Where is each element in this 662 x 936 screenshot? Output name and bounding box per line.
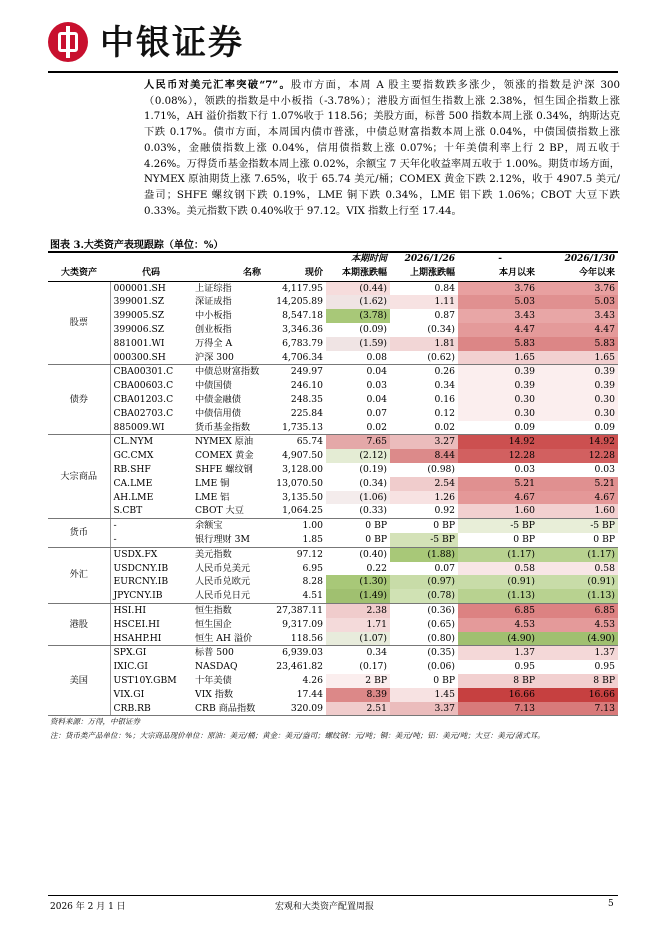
cell-price: 1,064.25 bbox=[264, 504, 326, 518]
cell-prev: (0.78) bbox=[390, 589, 458, 603]
cell-cur: 0 BP bbox=[326, 533, 390, 547]
cell-mtd: 6.85 bbox=[458, 603, 538, 617]
header-cell: 代码 bbox=[110, 267, 192, 281]
cell-prev: (0.97) bbox=[390, 575, 458, 589]
cell-mtd: (0.91) bbox=[458, 575, 538, 589]
cell-cur: 2 BP bbox=[326, 674, 390, 688]
cell-name: 中债金融债 bbox=[195, 393, 241, 405]
footer-date: 2026 年 2 月 1 日 bbox=[50, 902, 126, 912]
footer-divider bbox=[48, 895, 618, 896]
cell-price: 9,317.09 bbox=[282, 618, 323, 630]
cell-ytd: 0.95 bbox=[538, 660, 618, 674]
table-row bbox=[48, 589, 618, 603]
footer-title: 宏观和大类资产配置周报 bbox=[275, 902, 375, 912]
cell-ytd: 0.58 bbox=[538, 562, 618, 576]
cell-ytd: 0.30 bbox=[538, 393, 618, 407]
cell-code: USDX.FX bbox=[110, 547, 192, 561]
page-number: 5 bbox=[608, 899, 614, 909]
cell-price: 13,070.50 bbox=[276, 477, 323, 489]
header-cell: 今年以来 bbox=[538, 267, 618, 281]
cell-mtd: 0.30 bbox=[458, 393, 538, 407]
cell-ytd: 4.53 bbox=[538, 618, 618, 632]
cell-cur: (1.59) bbox=[326, 337, 390, 351]
table-row bbox=[48, 491, 618, 505]
asset-category: 债券 bbox=[48, 365, 110, 435]
cell-mtd: 1.37 bbox=[458, 646, 538, 660]
cell-ytd: 0 BP bbox=[538, 533, 618, 547]
cell-prev: 0.16 bbox=[390, 393, 458, 407]
table-row bbox=[48, 603, 618, 617]
cell-mtd: (1.13) bbox=[458, 589, 538, 603]
cell-name: 人民币兑美元 bbox=[195, 562, 251, 574]
cell-mtd: -5 BP bbox=[458, 519, 538, 533]
cell-price: 6.95 bbox=[302, 562, 323, 574]
cell-prev: 2.54 bbox=[390, 477, 458, 491]
cell-cur: 7.65 bbox=[326, 435, 390, 449]
cell-ytd: (0.91) bbox=[538, 575, 618, 589]
cell-ytd: 0.30 bbox=[538, 407, 618, 421]
cell-cur: (0.17) bbox=[326, 660, 390, 674]
cell-cur: (0.19) bbox=[326, 463, 390, 477]
cell-cur: (1.07) bbox=[326, 632, 390, 646]
cell-cur: 0.22 bbox=[326, 562, 390, 576]
header-cell: 本期时间 bbox=[350, 254, 387, 264]
cell-code: S.CBT bbox=[110, 504, 192, 518]
cell-ytd: (1.13) bbox=[538, 589, 618, 603]
cell-ytd: 5.21 bbox=[538, 477, 618, 491]
cell-price: 320.09 bbox=[264, 702, 326, 716]
header-cell: - bbox=[498, 254, 502, 264]
cell-prev: (1.88) bbox=[390, 547, 458, 561]
header-cell bbox=[110, 253, 192, 267]
cell-name: 人民币兑日元 bbox=[192, 589, 264, 603]
cell-price: 3,128.00 bbox=[282, 463, 323, 475]
table-row bbox=[48, 337, 618, 351]
cell-cur: 1.71 bbox=[326, 618, 390, 632]
cell-cur: (0.09) bbox=[326, 323, 390, 337]
table-title: 图表 3.大类资产表现跟踪（单位：%） bbox=[50, 240, 224, 251]
cell-price: 14,205.89 bbox=[276, 296, 323, 308]
brand-name: 中银证券 bbox=[100, 23, 244, 63]
cell-ytd: -5 BP bbox=[538, 519, 618, 533]
cell-name: 沪深 300 bbox=[192, 351, 264, 365]
header-cell: 2026/1/30 bbox=[564, 254, 615, 264]
cell-price: 27,387.11 bbox=[276, 604, 323, 616]
cell-price: 4,907.50 bbox=[282, 450, 323, 462]
header-cell bbox=[192, 253, 264, 267]
cell-ytd: 5.03 bbox=[538, 295, 618, 309]
cell-cur: (0.34) bbox=[326, 477, 390, 491]
header-cell: 上期涨跌幅 bbox=[390, 267, 458, 281]
table-row bbox=[48, 463, 618, 477]
cell-prev: 1.45 bbox=[390, 688, 458, 702]
cell-price: 249.97 bbox=[290, 366, 323, 378]
cell-mtd: 1.65 bbox=[458, 351, 538, 365]
cell-name: 深证成指 bbox=[195, 296, 232, 308]
table-row bbox=[48, 421, 618, 435]
cell-price: 246.10 bbox=[290, 380, 323, 392]
cell-name: CBOT 大豆 bbox=[192, 504, 264, 518]
cell-price: 17.44 bbox=[296, 688, 323, 700]
asset-category: 大宗商品 bbox=[48, 435, 110, 519]
cell-price: 6,939.03 bbox=[282, 647, 323, 659]
cell-ytd: 12.28 bbox=[538, 449, 618, 463]
table-row bbox=[48, 688, 618, 702]
table-row bbox=[48, 702, 618, 716]
header-divider bbox=[48, 71, 618, 73]
table-row bbox=[48, 295, 618, 309]
cell-mtd: 0.39 bbox=[458, 379, 538, 393]
cell-cur: 0.04 bbox=[326, 393, 390, 407]
cell-ytd: 1.37 bbox=[538, 646, 618, 660]
cell-ytd: 5.83 bbox=[538, 337, 618, 351]
table-row bbox=[48, 435, 618, 449]
cell-price: 118.56 bbox=[264, 632, 326, 646]
asset-performance-table bbox=[48, 253, 618, 716]
source-note bbox=[50, 715, 545, 743]
header-cell bbox=[48, 253, 110, 267]
table-row bbox=[48, 323, 618, 337]
cell-code: VIX.GI bbox=[110, 688, 192, 702]
cell-price: 1.85 bbox=[264, 533, 326, 547]
cell-prev: (0.98) bbox=[390, 463, 458, 477]
cell-code: CBA00301.C bbox=[110, 365, 192, 379]
cell-ytd: 4.67 bbox=[538, 491, 618, 505]
cell-cur: (1.62) bbox=[326, 295, 390, 309]
cell-name: 恒生 AH 溢价 bbox=[192, 632, 264, 646]
table-row bbox=[48, 281, 618, 295]
cell-prev: 0.87 bbox=[390, 309, 458, 323]
cell-ytd: 1.60 bbox=[538, 504, 618, 518]
cell-cur: 0.04 bbox=[326, 365, 390, 379]
cell-prev: (0.80) bbox=[390, 632, 458, 646]
cell-prev: 0.26 bbox=[390, 365, 458, 379]
cell-ytd: 7.13 bbox=[538, 702, 618, 716]
cell-code: CA.LME bbox=[110, 477, 192, 491]
cell-name: 创业板指 bbox=[195, 323, 232, 335]
cell-prev: 3.37 bbox=[390, 702, 458, 716]
cell-cur: (1.49) bbox=[326, 589, 390, 603]
cell-price: 4,706.34 bbox=[264, 351, 326, 365]
cell-ytd: 0.09 bbox=[538, 421, 618, 435]
summary-paragraph bbox=[144, 78, 620, 219]
cell-ytd: 4.47 bbox=[538, 323, 618, 337]
cell-ytd: 16.66 bbox=[538, 688, 618, 702]
table-row bbox=[48, 575, 618, 589]
cell-name: NYMEX 原油 bbox=[195, 436, 254, 448]
cell-code: HSAHP.HI bbox=[110, 632, 192, 646]
cell-name: 美元指数 bbox=[195, 548, 232, 560]
cell-cur: 0 BP bbox=[326, 519, 390, 533]
cell-mtd: 5.21 bbox=[458, 477, 538, 491]
cell-price: 3,346.36 bbox=[282, 323, 323, 335]
cell-prev: 3.27 bbox=[390, 435, 458, 449]
cell-mtd: 4.53 bbox=[458, 618, 538, 632]
table-row bbox=[48, 477, 618, 491]
cell-prev: 0 BP bbox=[390, 674, 458, 688]
cell-price: 248.35 bbox=[290, 393, 323, 405]
cell-price: 3,135.50 bbox=[282, 491, 323, 503]
table-row bbox=[48, 533, 618, 547]
cell-prev: 0.07 bbox=[390, 562, 458, 576]
cell-code: HSI.HI bbox=[110, 603, 192, 617]
cell-mtd: 4.67 bbox=[458, 491, 538, 505]
table-row bbox=[48, 632, 618, 646]
cell-code: 000001.SH bbox=[110, 281, 192, 295]
cell-mtd: (1.17) bbox=[458, 547, 538, 561]
cell-code: CL.NYM bbox=[110, 435, 192, 449]
cell-price: 1,735.13 bbox=[264, 421, 326, 435]
cell-prev: (0.06) bbox=[390, 660, 458, 674]
cell-name: 余额宝 bbox=[195, 520, 223, 532]
header-cell: 大类资产 bbox=[48, 267, 110, 281]
cell-mtd: 1.60 bbox=[458, 504, 538, 518]
table-row bbox=[48, 646, 618, 660]
cell-price: 8,547.18 bbox=[282, 310, 323, 322]
paragraph-body: 股市方面，本周 A 股主要指数跌多涨少，领涨的指数是沪深 300（0.08%），领跌的指数是中小板指（-3.78%）；港股方面恒生指数上涨 2.38%，恒生国企指数上涨 1.71%，AH 溢价指数下行 1.07%收于 118.56；美股方面，标普 500 指数本周上涨 0.34%，纳斯达克下跌 0.17%。债市方面，本周国内债市普涨，中债总财富指数本周上涨 0.04%，中债国债指数上涨 0.03%，金融债指数上涨 0.04%，信用债指数上涨 0.07%；十年美债利率上行 2 BP，周五收于 4.26%。万得货币基金指数本周上涨 0.02%，余额宝 7 天年化收益率周五收于 1.00%。期货市场方面，NYMEX 原油期货上涨 7.65%，收于 65.74 美元/桶；COMEX 黄金下跌 2.12%，收于 4907.5 美元/盎司；SHFE 螺纹钢下跌 0.19%，LME 铜下跌 0.34%，LME 铝下跌 1.06%；CBOT 大豆下跌 0.33%。美元指数下跌 0.40%收于 97.12。VIX 指数上行至 17.44。 bbox=[144, 80, 620, 217]
cell-code: CRB.RB bbox=[110, 702, 192, 716]
cell-mtd: 4.47 bbox=[458, 323, 538, 337]
table-row bbox=[48, 449, 618, 463]
cell-name: 恒生国企 bbox=[195, 618, 232, 630]
cell-code: CBA00603.C bbox=[110, 379, 192, 393]
table-header-row-2 bbox=[48, 267, 618, 281]
cell-name: 货币基金指数 bbox=[192, 421, 264, 435]
table-body bbox=[48, 281, 618, 716]
cell-cur: (2.12) bbox=[326, 449, 390, 463]
cell-ytd: 0.39 bbox=[538, 379, 618, 393]
cell-code: - bbox=[110, 519, 192, 533]
cell-mtd: 8 BP bbox=[458, 674, 538, 688]
header-cell: 本月以来 bbox=[458, 267, 538, 281]
cell-cur: (0.44) bbox=[326, 281, 390, 295]
cell-cur: 0.02 bbox=[326, 421, 390, 435]
cell-name: SHFE 螺纹钢 bbox=[195, 463, 253, 475]
table-row bbox=[48, 504, 618, 518]
cell-cur: (3.78) bbox=[326, 309, 390, 323]
cell-prev: (0.65) bbox=[390, 618, 458, 632]
cell-name: VIX 指数 bbox=[195, 688, 234, 700]
asset-category: 外汇 bbox=[48, 547, 110, 603]
cell-price: 1.00 bbox=[302, 520, 323, 532]
cell-name: 十年美债 bbox=[195, 674, 232, 686]
cell-ytd: 0.39 bbox=[538, 365, 618, 379]
cell-name: 银行理财 3M bbox=[192, 533, 264, 547]
cell-price: 4,117.95 bbox=[282, 282, 323, 294]
cell-code: RB.SHF bbox=[110, 463, 192, 477]
cell-code: JPYCNY.IB bbox=[110, 589, 192, 603]
cell-price: 8.28 bbox=[302, 576, 323, 588]
cell-code: - bbox=[110, 533, 192, 547]
cell-name: NASDAQ bbox=[195, 661, 238, 673]
asset-category: 港股 bbox=[48, 603, 110, 645]
cell-mtd: 3.76 bbox=[458, 281, 538, 295]
boc-logo-icon bbox=[48, 22, 88, 62]
cell-cur: (1.30) bbox=[326, 575, 390, 589]
table-row bbox=[48, 407, 618, 421]
cell-ytd: 3.76 bbox=[538, 281, 618, 295]
table-row bbox=[48, 365, 618, 379]
cell-price: 65.74 bbox=[296, 436, 323, 448]
cell-mtd: 16.66 bbox=[458, 688, 538, 702]
cell-code: SPX.GI bbox=[110, 646, 192, 660]
cell-cur: 0.34 bbox=[326, 646, 390, 660]
header-cell: 名称 bbox=[192, 267, 264, 281]
table-row bbox=[48, 519, 618, 533]
source-line: 资料来源：万得，中银证券 bbox=[50, 717, 140, 726]
cell-name: 中小板指 bbox=[195, 310, 232, 322]
cell-name: 标普 500 bbox=[195, 647, 234, 659]
cell-code: IXIC.GI bbox=[110, 660, 192, 674]
cell-code: HSCEI.HI bbox=[110, 618, 192, 632]
cell-mtd: (4.90) bbox=[458, 632, 538, 646]
table-header-row-1 bbox=[48, 253, 618, 267]
cell-prev: 1.26 bbox=[390, 491, 458, 505]
cell-code: 399005.SZ bbox=[110, 309, 192, 323]
cell-code: 399001.SZ bbox=[110, 295, 192, 309]
cell-mtd: 0.30 bbox=[458, 407, 538, 421]
cell-prev: 8.44 bbox=[390, 449, 458, 463]
cell-prev: 1.11 bbox=[390, 295, 458, 309]
cell-price: 225.84 bbox=[290, 407, 323, 419]
cell-mtd: 14.92 bbox=[458, 435, 538, 449]
cell-name: 恒生指数 bbox=[195, 604, 232, 616]
cell-mtd: 7.13 bbox=[458, 702, 538, 716]
cell-ytd: 1.65 bbox=[538, 351, 618, 365]
cell-mtd: 12.28 bbox=[458, 449, 538, 463]
table-row bbox=[48, 562, 618, 576]
cell-ytd: (1.17) bbox=[538, 547, 618, 561]
page-header bbox=[48, 20, 618, 70]
cell-name: 上证综指 bbox=[195, 282, 232, 294]
table-row bbox=[48, 309, 618, 323]
cell-mtd: 0.58 bbox=[458, 562, 538, 576]
cell-name: 中债国债 bbox=[195, 380, 232, 392]
cell-cur: 2.38 bbox=[326, 603, 390, 617]
cell-name: COMEX 黄金 bbox=[195, 450, 254, 462]
cell-code: AH.LME bbox=[110, 491, 192, 505]
cell-prev: 0.02 bbox=[390, 421, 458, 435]
cell-cur: 8.39 bbox=[326, 688, 390, 702]
cell-code: CBA02703.C bbox=[110, 407, 192, 421]
cell-price: 4.26 bbox=[302, 674, 323, 686]
cell-cur: (0.33) bbox=[326, 504, 390, 518]
cell-mtd: 0 BP bbox=[458, 533, 538, 547]
cell-prev: 1.81 bbox=[390, 337, 458, 351]
cell-cur: 0.08 bbox=[326, 351, 390, 365]
cell-ytd: 8 BP bbox=[538, 674, 618, 688]
cell-ytd: 14.92 bbox=[538, 435, 618, 449]
cell-mtd: 0.03 bbox=[458, 463, 538, 477]
cell-code: CBA01203.C bbox=[110, 393, 192, 407]
cell-name: 人民币兑欧元 bbox=[195, 576, 251, 588]
cell-ytd: 0.03 bbox=[538, 463, 618, 477]
asset-category: 美国 bbox=[48, 646, 110, 716]
table-row bbox=[48, 351, 618, 365]
cell-price: 23,461.82 bbox=[276, 661, 323, 673]
cell-mtd: 5.83 bbox=[458, 337, 538, 351]
cell-ytd: 3.43 bbox=[538, 309, 618, 323]
cell-name: 万得全 A bbox=[195, 337, 233, 349]
table-row bbox=[48, 547, 618, 561]
cell-name: CRB 商品指数 bbox=[192, 702, 264, 716]
cell-price: 6,783.79 bbox=[282, 337, 323, 349]
table-row bbox=[48, 674, 618, 688]
cell-prev: 0.34 bbox=[390, 379, 458, 393]
asset-category: 货币 bbox=[48, 519, 110, 548]
cell-mtd: 0.09 bbox=[458, 421, 538, 435]
cell-code: EURCNY.IB bbox=[110, 575, 192, 589]
cell-code: UST10Y.GBM bbox=[110, 674, 192, 688]
table-row bbox=[48, 379, 618, 393]
header-cell: 本期涨跌幅 bbox=[326, 267, 390, 281]
cell-prev: 0.12 bbox=[390, 407, 458, 421]
cell-code: 399006.SZ bbox=[110, 323, 192, 337]
cell-price: 4.51 bbox=[264, 589, 326, 603]
cell-prev: -5 BP bbox=[390, 533, 458, 547]
cell-name: LME 铝 bbox=[195, 491, 230, 503]
cell-cur: 2.51 bbox=[326, 702, 390, 716]
cell-code: USDCNY.IB bbox=[110, 562, 192, 576]
cell-mtd: 0.39 bbox=[458, 365, 538, 379]
cell-prev: (0.62) bbox=[390, 351, 458, 365]
cell-price: 97.12 bbox=[296, 548, 323, 560]
unit-note: 注：货币类产品单位：%；大宗商品现价单位：原油：美元/桶；黄金：美元/盎司；螺纹钢：元/吨；铜：美元/吨；铝：美元/吨；大豆：美元/蒲式耳。 bbox=[50, 731, 545, 740]
cell-cur: (1.06) bbox=[326, 491, 390, 505]
cell-prev: 0 BP bbox=[390, 519, 458, 533]
cell-mtd: 5.03 bbox=[458, 295, 538, 309]
cell-prev: (0.36) bbox=[390, 603, 458, 617]
cell-prev: (0.34) bbox=[390, 323, 458, 337]
cell-cur: (0.40) bbox=[326, 547, 390, 561]
header-cell: 2026/1/26 bbox=[404, 254, 455, 264]
header-cell bbox=[264, 253, 326, 267]
table-row bbox=[48, 660, 618, 674]
cell-mtd: 3.43 bbox=[458, 309, 538, 323]
cell-name: LME 铜 bbox=[195, 477, 230, 489]
cell-cur: 0.03 bbox=[326, 379, 390, 393]
cell-code: 885009.WI bbox=[110, 421, 192, 435]
cell-code: 881001.WI bbox=[110, 337, 192, 351]
cell-code: 000300.SH bbox=[110, 351, 192, 365]
cell-ytd: 6.85 bbox=[538, 603, 618, 617]
cell-name: 中债总财富指数 bbox=[195, 366, 260, 378]
cell-prev: (0.35) bbox=[390, 646, 458, 660]
cell-mtd: 0.95 bbox=[458, 660, 538, 674]
cell-name: 中债信用债 bbox=[195, 407, 241, 419]
cell-ytd: (4.90) bbox=[538, 632, 618, 646]
table-row bbox=[48, 393, 618, 407]
cell-code: GC.CMX bbox=[110, 449, 192, 463]
cell-prev: 0.84 bbox=[390, 281, 458, 295]
asset-category: 股票 bbox=[48, 281, 110, 365]
cell-cur: 0.07 bbox=[326, 407, 390, 421]
paragraph-lead: 人民币对美元汇率突破“7”。 bbox=[144, 79, 292, 91]
table-row bbox=[48, 618, 618, 632]
cell-prev: 0.92 bbox=[390, 504, 458, 518]
header-cell: 现价 bbox=[264, 267, 326, 281]
